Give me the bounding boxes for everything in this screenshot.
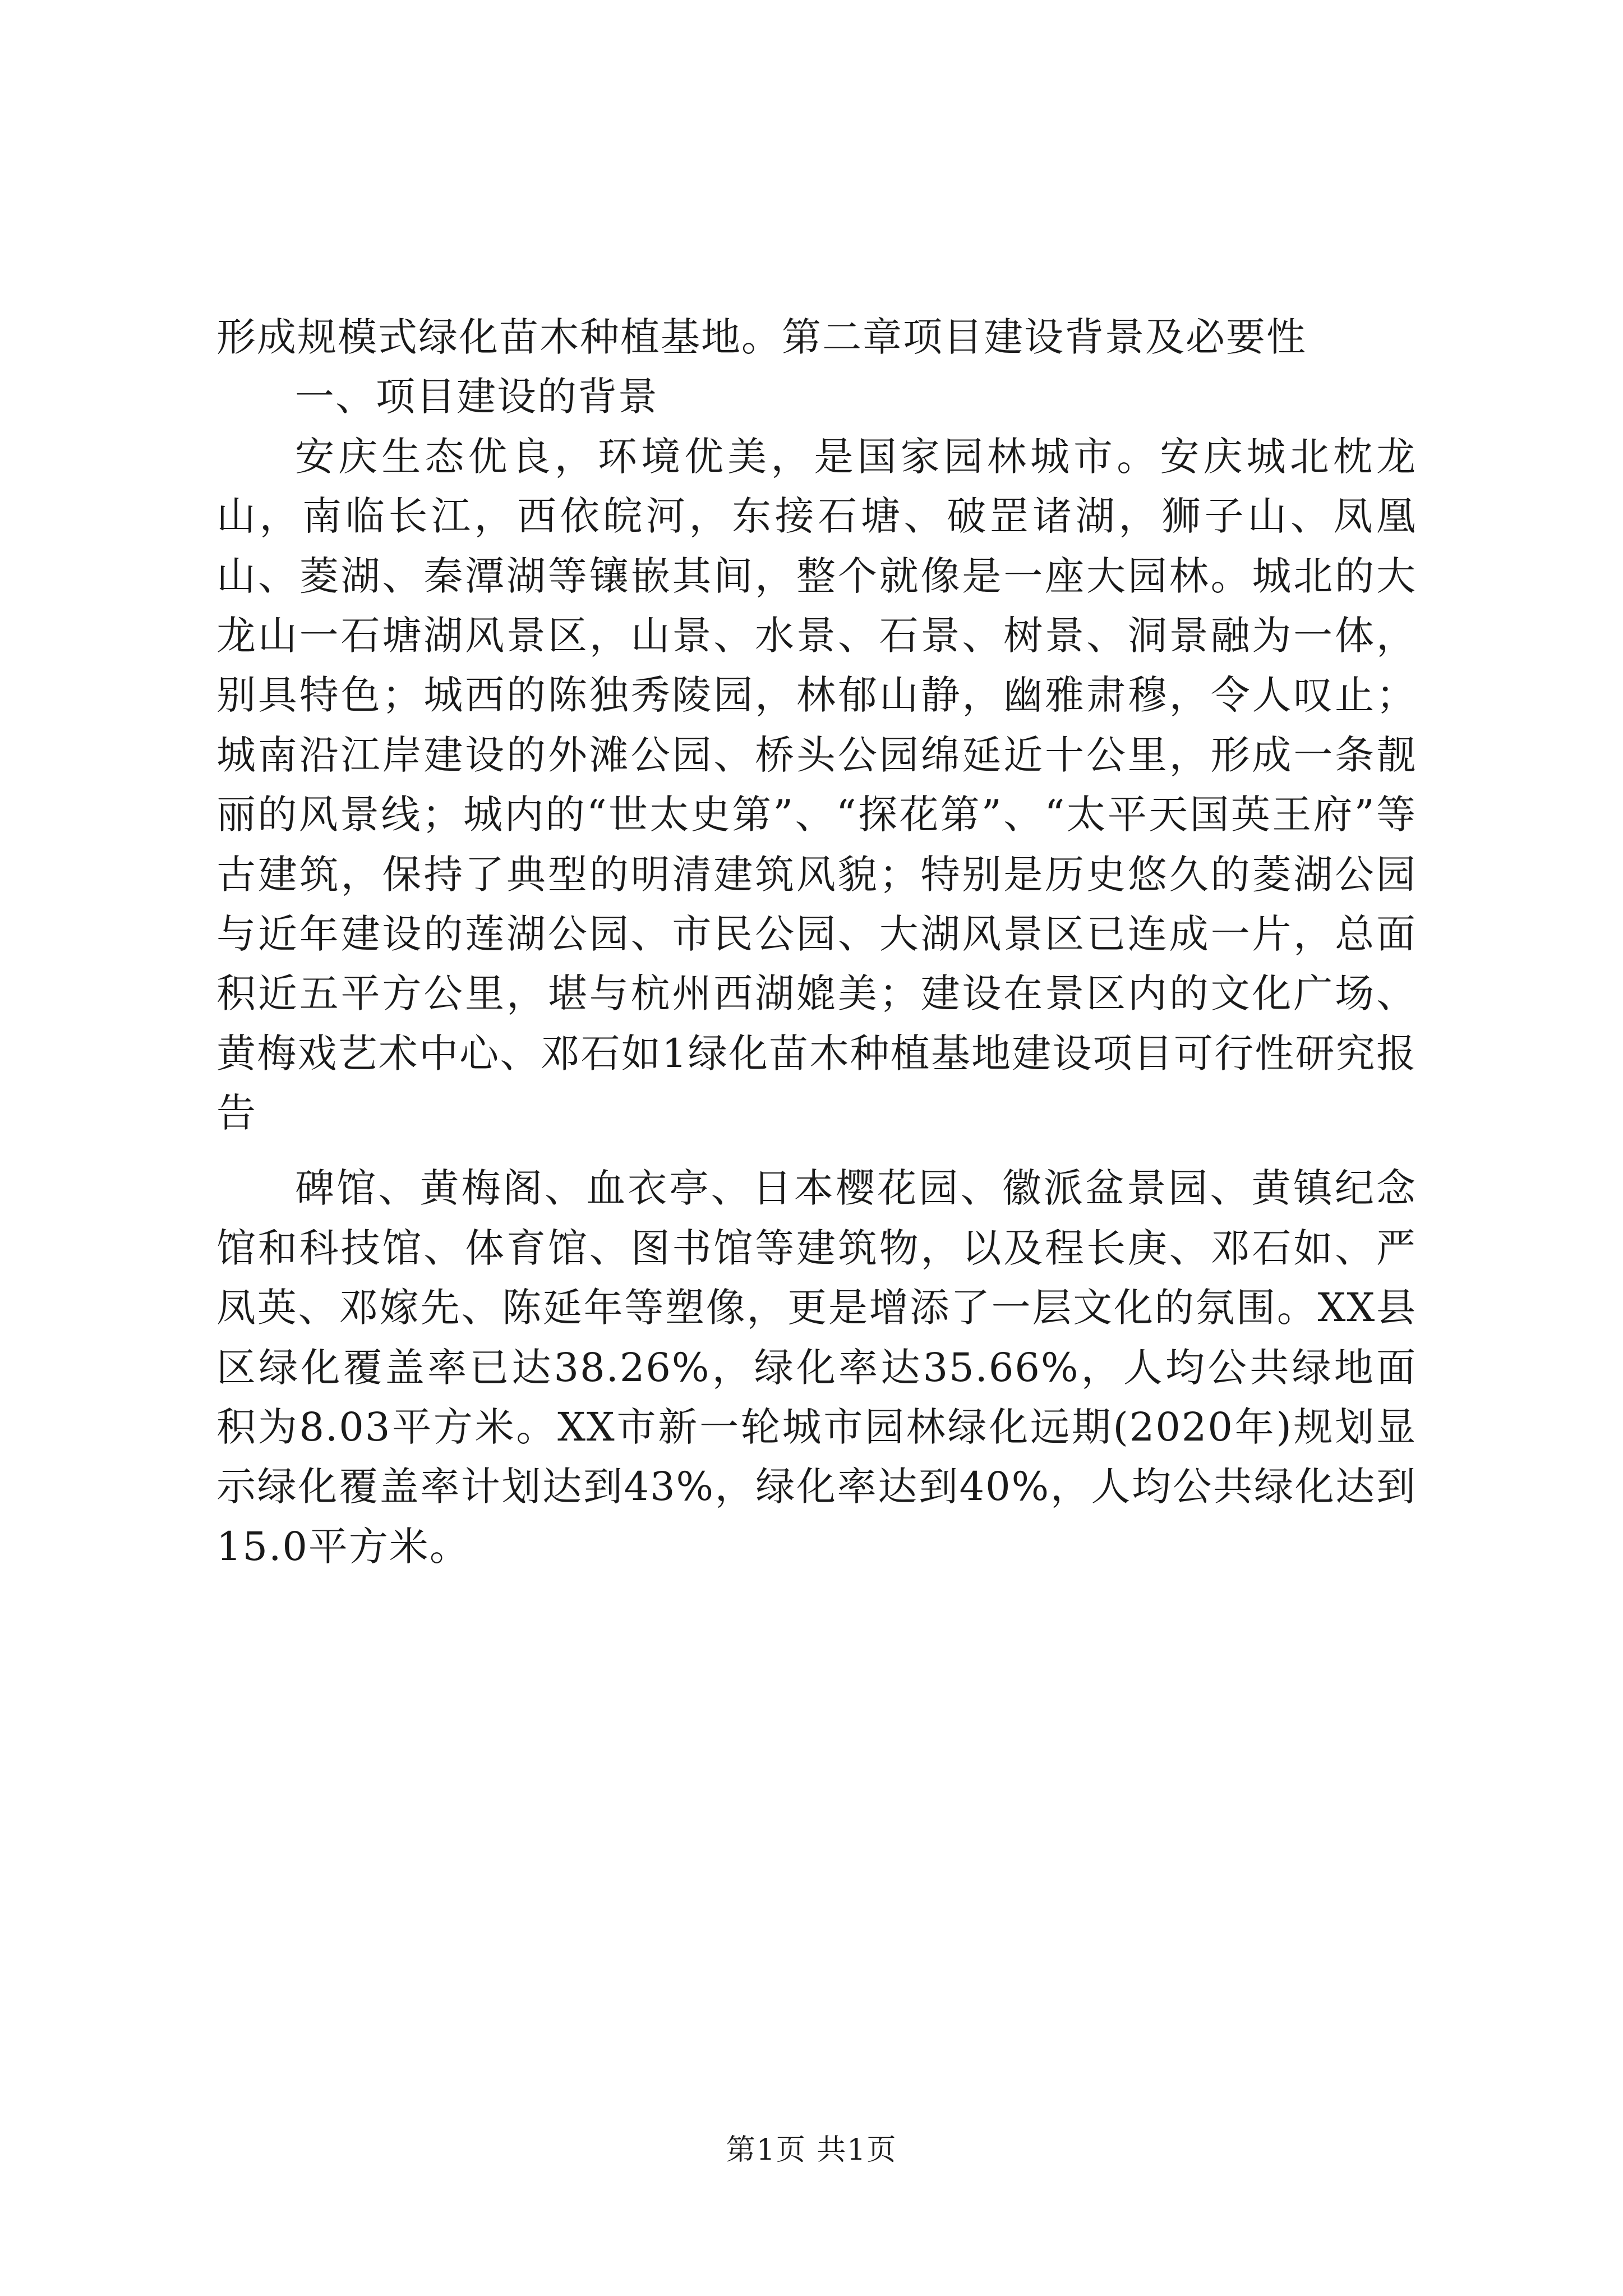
paragraph-greening-stats: 碑馆、黄梅阁、血衣亭、日本樱花园、徽派盆景园、黄镇纪念馆和科技馆、体育馆、图书馆等建筑物，以及程长庚、邓石如、严凤英、邓嫁先、陈延年等塑像，更是增添了一层文化的氛围。XX县区绿化覆盖率已达38.26%，绿化率达35.66%，人均公共绿地面积为8.03平方米。XX市新一轮城市园林绿化远期(2020年)规划显示绿化覆盖率计划达到43%，绿化率达到40%，人均公共绿化达到15.0平方米。 — [216, 1165, 1417, 1570]
paragraph-1: 形成规模式绿化苗木种植基地。第二章项目建设背景及必要性 — [216, 314, 1307, 360]
section-heading: 一、项目建设的背景 — [295, 374, 658, 420]
document-body — [216, 307, 1417, 1576]
paragraph-background: 安庆生态优良，环境优美，是国家园林城市。安庆城北枕龙山，南临长江，西依皖河，东接石塘、破罡诸湖，狮子山、凤凰山、菱湖、秦潭湖等镶嵌其间，整个就像是一座大园林。城北的大龙山一石塘湖风景区，山景、水景、石景、树景、洞景融为一体，别具特色；城西的陈独秀陵园，林郁山静，幽雅肃穆，令人叹止；城南沿江岸建设的外滩公园、桥头公园绵延近十公里，形成一条靓丽的风景线；城内的“世太史第”、“探花第”、“太平天国英王府”等古建筑，保持了典型的明清建筑风貌；特别是历史悠久的菱湖公园与近年建设的莲湖公园、市民公园、大湖风景区已连成一片，总面积近五平方公里，堪与杭州西湖媲美；建设在景区内的文化广场、黄梅戏艺术中心、邓石如1绿化苗木种植基地建设项目可行性研究报告 — [216, 433, 1417, 1137]
page-footer: 第1页 共1页 — [726, 2133, 897, 2167]
